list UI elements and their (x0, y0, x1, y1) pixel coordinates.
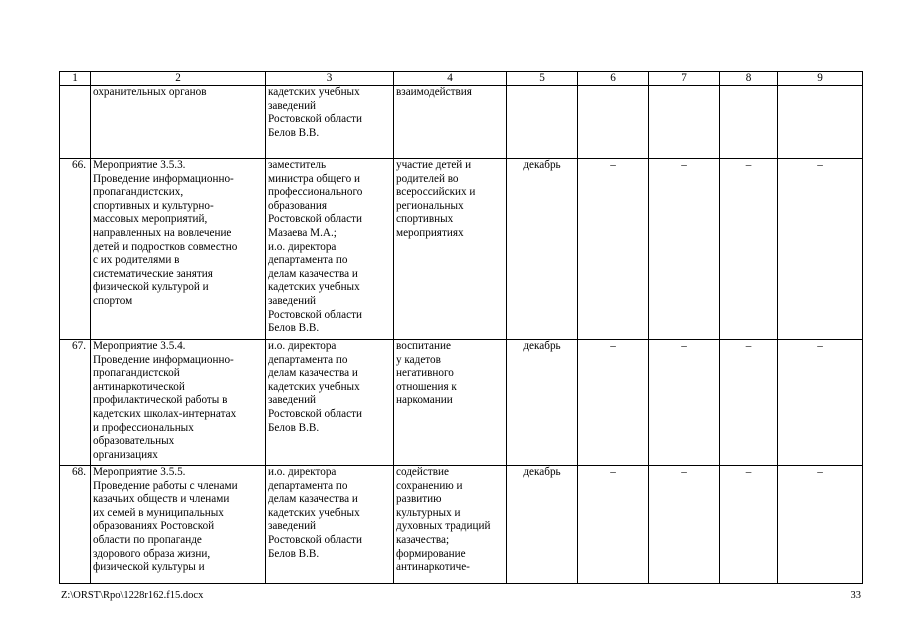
row-number: 67. (60, 340, 91, 466)
responsible-text: и.о. директора департамента по делам казачества и кадетских учебных заведений Ростовской области Белов В.В. (268, 466, 362, 560)
term-cell: декабрь (507, 340, 578, 466)
value-cell-6: – (578, 466, 649, 584)
table-row (60, 159, 863, 340)
responsible-cell (266, 86, 394, 159)
value-cell-7: – (649, 159, 720, 340)
responsible-cell (266, 466, 394, 584)
result-cell (394, 466, 507, 584)
responsible-text: кадетских учебных заведений Ростовской области Белов В.В. (268, 86, 362, 139)
term-cell: декабрь (507, 159, 578, 340)
row-number: 66. (60, 159, 91, 340)
value-cell-8: – (720, 340, 778, 466)
responsible-text: заместитель министра общего и профессионального образования Ростовской области Мазаева М.А.; и.о. директора департамента по делам казачества и кадетских учебных заведений Ростовской области Белов В.В. (268, 159, 363, 335)
activities-table (59, 71, 863, 584)
activity-cell (91, 340, 266, 466)
term-cell (507, 86, 578, 159)
header-cell-5: 5 (507, 72, 578, 86)
header-cell-7: 7 (649, 72, 720, 86)
row-number (60, 86, 91, 159)
value-cell-7: – (649, 340, 720, 466)
responsible-cell (266, 340, 394, 466)
value-cell-8: – (720, 159, 778, 340)
result-text: содействие сохранению и развитию культурных и духовных традиций казачества; формирование антинаркотиче- (396, 466, 491, 574)
header-cell-9: 9 (778, 72, 863, 86)
value-cell-7 (649, 86, 720, 159)
value-cell-8 (720, 86, 778, 159)
result-text: участие детей и родителей во всероссийских и региональных спортивных мероприятиях (396, 159, 476, 239)
activity-cell (91, 86, 266, 159)
activity-text: Мероприятие 3.5.5. Проведение работы с членами казачьих обществ и членами их семей в муниципальных образованиях Ростовской области по пропаганде здорового образа жизни, физической культуры и (93, 466, 238, 574)
responsible-text: и.о. директора департамента по делам казачества и кадетских учебных заведений Ростовской области Белов В.В. (268, 340, 362, 434)
header-cell-2: 2 (91, 72, 266, 86)
value-cell-6: – (578, 340, 649, 466)
value-cell-9 (778, 86, 863, 159)
page-number: 33 (850, 590, 861, 601)
term-cell: декабрь (507, 466, 578, 584)
value-cell-9: – (778, 466, 863, 584)
value-cell-9: – (778, 340, 863, 466)
header-row (60, 72, 863, 86)
value-cell-9: – (778, 159, 863, 340)
activity-text: Мероприятие 3.5.4. Проведение информационно- пропагандистской антинаркотической профилактической работы в кадетских школах-интернатах и профессиональных образовательных организациях (93, 340, 237, 461)
value-cell-6: – (578, 159, 649, 340)
header-cell-8: 8 (720, 72, 778, 86)
value-cell-6 (578, 86, 649, 159)
result-cell (394, 159, 507, 340)
result-cell (394, 340, 507, 466)
activity-cell (91, 159, 266, 340)
result-text: воспитание у кадетов негативного отношения к наркомании (396, 340, 457, 407)
header-cell-1: 1 (60, 72, 91, 86)
activity-text: Мероприятие 3.5.3. Проведение информационно- пропагандистских, спортивных и культурно- массовых мероприятий, направленных на вовлечение детей и подростков совместно с их родителями в систематические занятия физической культурой и спортом (93, 159, 238, 307)
table-row (60, 466, 863, 584)
activity-text: охранительных органов (93, 86, 207, 98)
result-cell (394, 86, 507, 159)
result-text: взаимодействия (396, 86, 472, 98)
header-cell-6: 6 (578, 72, 649, 86)
header-cell-4: 4 (394, 72, 507, 86)
footer-file-path: Z:\ORST\Rpo\1228r162.f15.docx (61, 590, 204, 601)
row-number: 68. (60, 466, 91, 584)
responsible-cell (266, 159, 394, 340)
table-row (60, 340, 863, 466)
value-cell-8: – (720, 466, 778, 584)
header-cell-3: 3 (266, 72, 394, 86)
table-row (60, 86, 863, 159)
activity-cell (91, 466, 266, 584)
value-cell-7: – (649, 466, 720, 584)
